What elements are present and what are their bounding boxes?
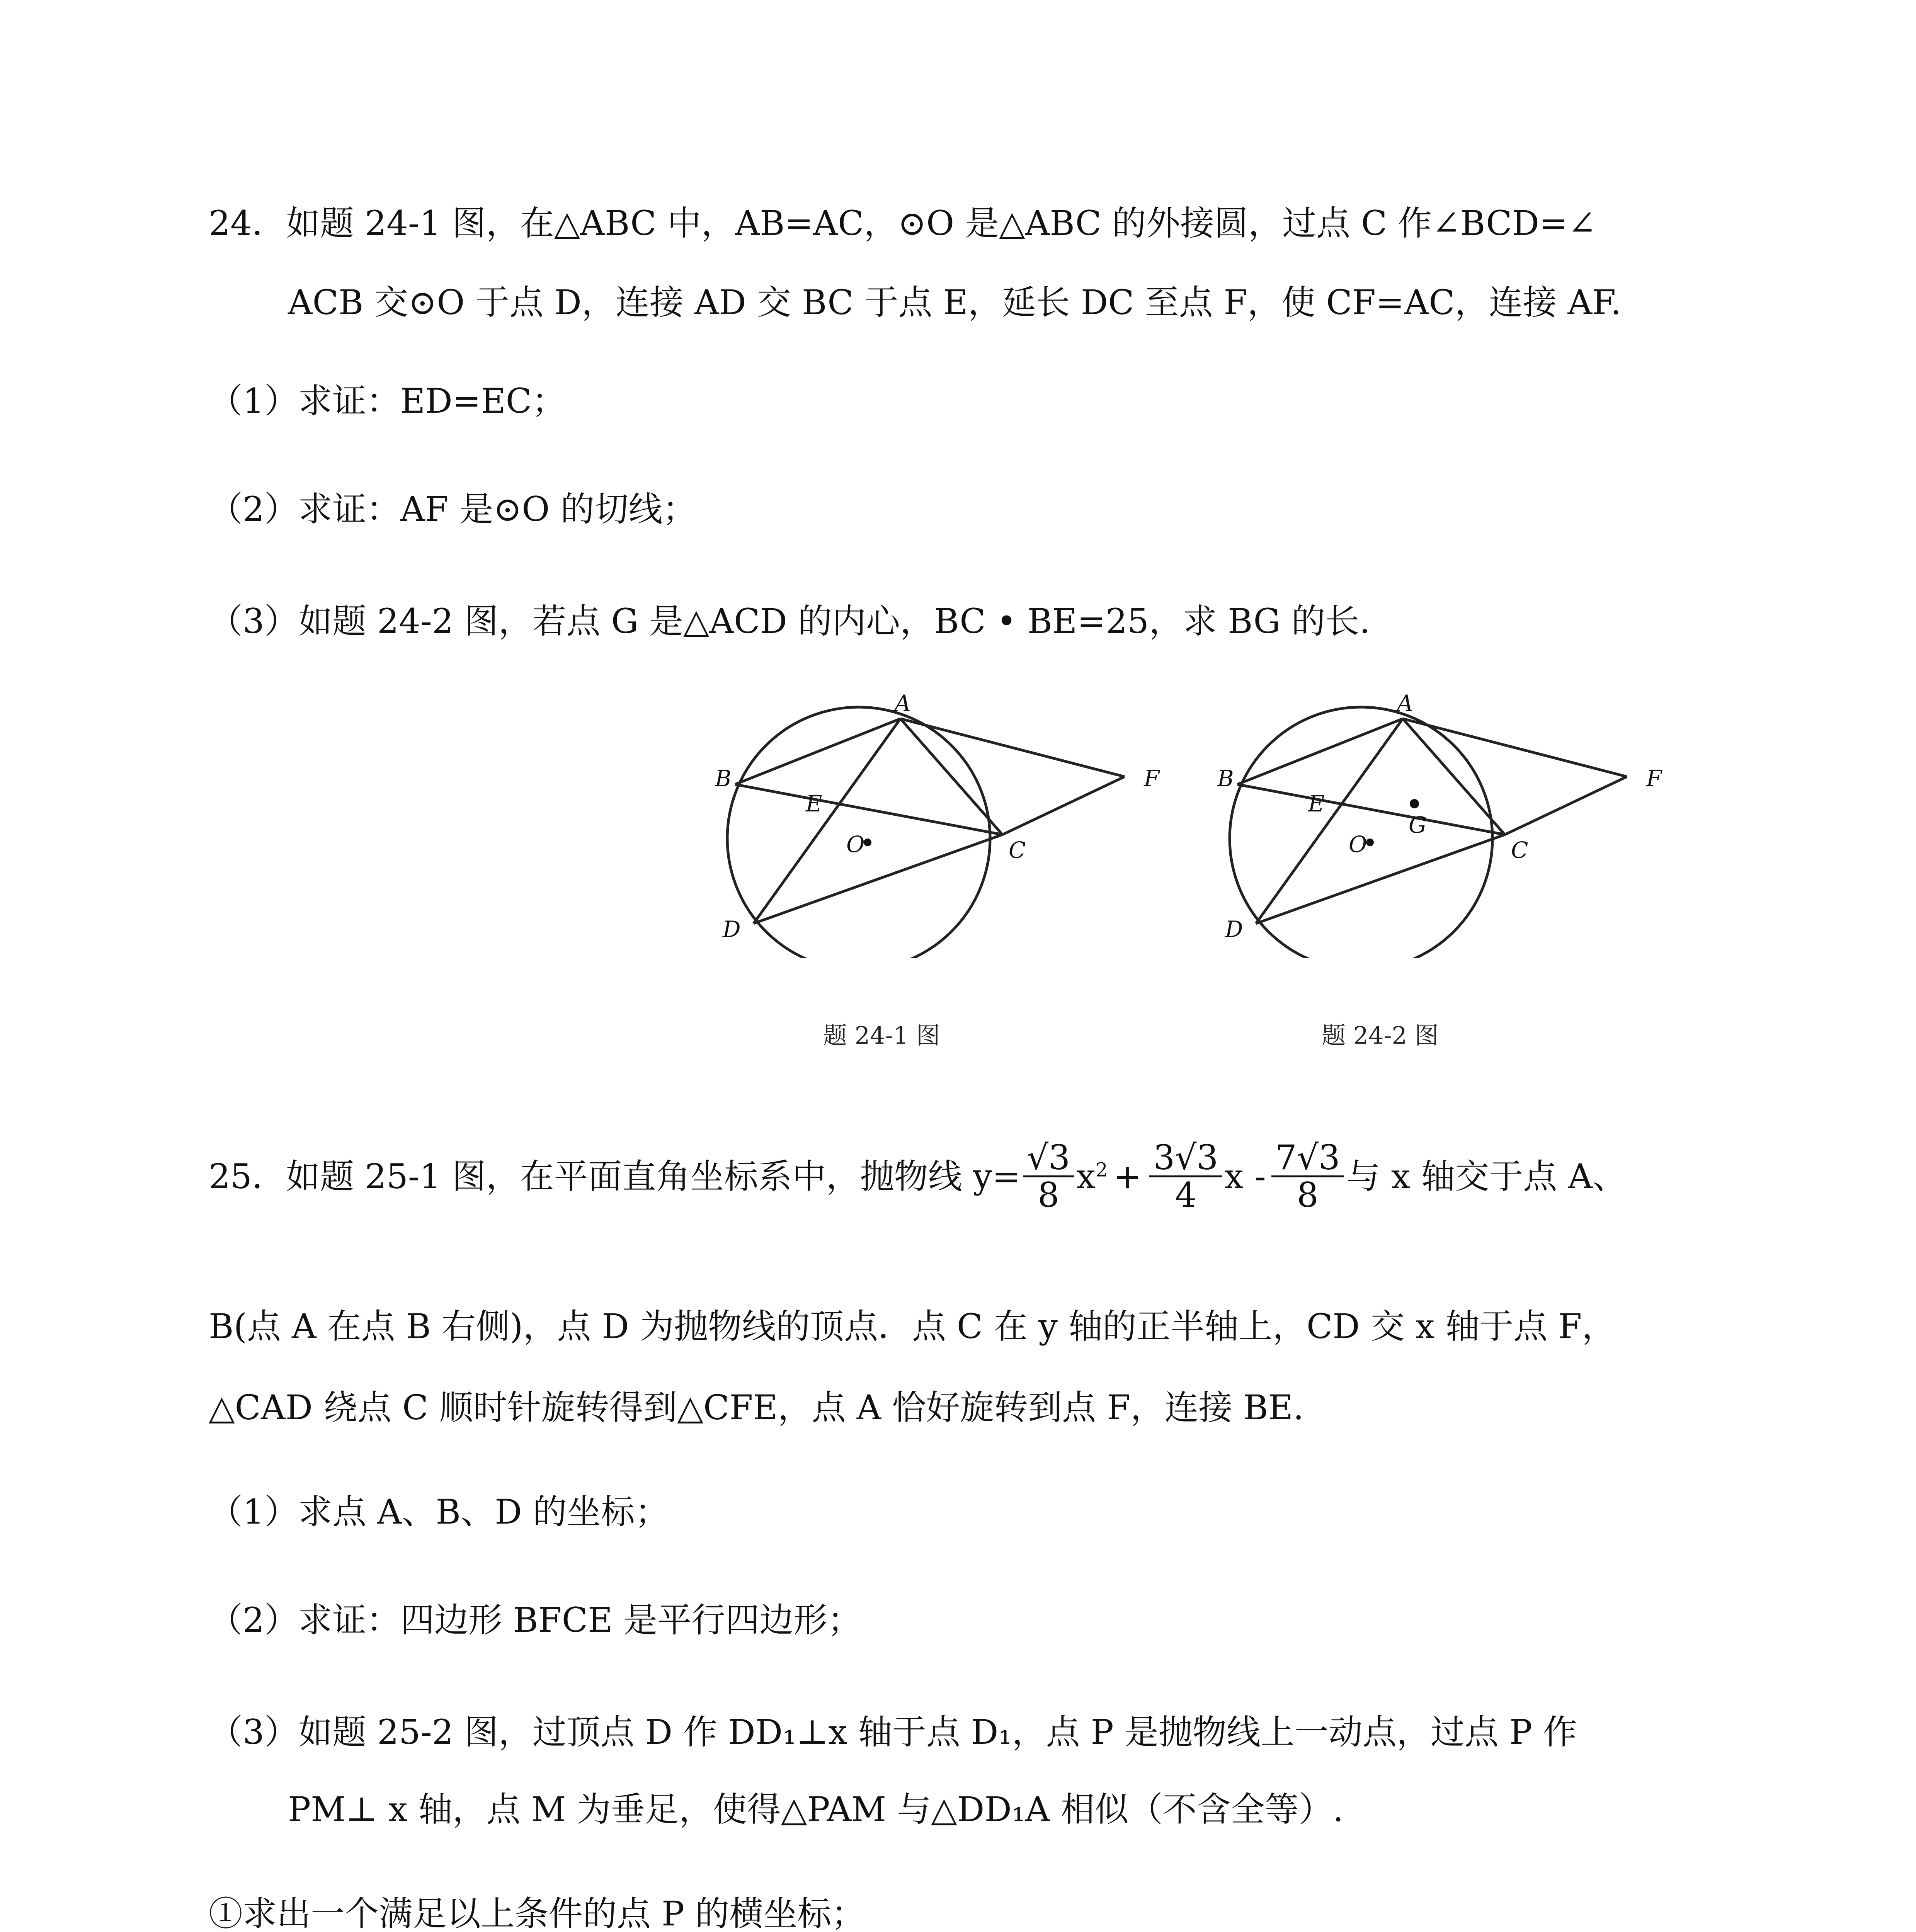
q25-part1: （1）求点 A、B、D 的坐标；: [209, 1492, 669, 1532]
fraction-3-den: 8: [1297, 1175, 1319, 1215]
q25-stem-line1: [209, 1140, 1627, 1213]
q25-stem-line2: B(点 A 在点 B 右侧)，点 D 为抛物线的顶点．点 C 在 y 轴的正半轴上，CD 交 x 轴于点 F，: [209, 1306, 1616, 1346]
label-F: F: [1144, 765, 1160, 792]
exponent: 2: [1095, 1158, 1108, 1181]
q24-stem-line2: ACB 交⊙O 于点 D，连接 AD 交 BC 于点 E，延长 DC 至点 F，使 CF=AC，连接 AF.: [288, 282, 1622, 322]
figure-24-1-caption: 题 24-1 图: [823, 1021, 940, 1049]
q24-part3: （3）如题 24-2 图，若点 G 是△ACD 的内心，BC • BE=25，求 BG 的长.: [209, 601, 1370, 641]
fraction-2: [1149, 1140, 1222, 1213]
fraction-1-den: 8: [1038, 1175, 1060, 1215]
figure-24-1: [715, 688, 1179, 958]
x-minus: x -: [1224, 1156, 1266, 1197]
label-A: A: [1397, 690, 1413, 716]
q24-part2: （2）求证：AF 是⊙O 的切线；: [209, 489, 697, 529]
label-A: A: [895, 690, 911, 716]
x-squared: [1076, 1156, 1108, 1197]
label-B: B: [715, 765, 732, 792]
label-E: E: [806, 791, 822, 817]
label-O: O: [846, 831, 865, 857]
q24-part1: （1）求证：ED=EC；: [209, 381, 566, 421]
figure-24-2: [1217, 688, 1681, 958]
label-C: C: [1511, 837, 1528, 863]
label-B: B: [1217, 765, 1234, 792]
fraction-3: [1271, 1140, 1344, 1213]
fraction-1-num: √3: [1023, 1140, 1074, 1177]
figure-24-2-caption: 题 24-2 图: [1322, 1021, 1439, 1049]
q25-stem-b: 与 x 轴交于点 A、: [1346, 1156, 1627, 1197]
label-O: O: [1349, 831, 1367, 857]
q25-part3-line1: （3）如题 25-2 图，过顶点 D 作 DD₁⊥x 轴于点 D₁，点 P 是抛物线上一动点，过点 P 作: [209, 1712, 1577, 1752]
label-C: C: [1009, 837, 1026, 863]
plus-sign: +: [1113, 1156, 1142, 1197]
label-D: D: [723, 916, 741, 942]
q25-sub1: ①求出一个满足以上条件的点 P 的横坐标；: [209, 1894, 866, 1932]
fraction-2-den: 4: [1175, 1175, 1197, 1215]
q25-part3-line2: PM⊥ x 轴，点 M 为垂足，使得△PAM 与△DD₁A 相似（不含全等）.: [288, 1789, 1344, 1829]
label-D: D: [1225, 916, 1243, 942]
label-G: G: [1409, 812, 1427, 838]
q25-stem-a: 25．如题 25-1 图，在平面直角坐标系中，抛物线 y=: [209, 1156, 1021, 1197]
fraction-1: [1023, 1140, 1074, 1213]
fraction-2-num: 3√3: [1149, 1140, 1222, 1177]
label-F: F: [1646, 765, 1662, 792]
q25-part2: （2）求证：四边形 BFCE 是平行四边形；: [209, 1600, 862, 1640]
x-var: x: [1076, 1156, 1096, 1197]
q25-stem-line3: △CAD 绕点 C 顺时针旋转得到△CFE，点 A 恰好旋转到点 F，连接 BE.: [209, 1388, 1304, 1427]
q24-stem-line1: 24．如题 24-1 图，在△ABC 中，AB=AC，⊙O 是△ABC 的外接圆，过点 C 作∠BCD=∠: [209, 203, 1596, 243]
fraction-3-num: 7√3: [1271, 1140, 1344, 1177]
label-E: E: [1308, 791, 1325, 817]
